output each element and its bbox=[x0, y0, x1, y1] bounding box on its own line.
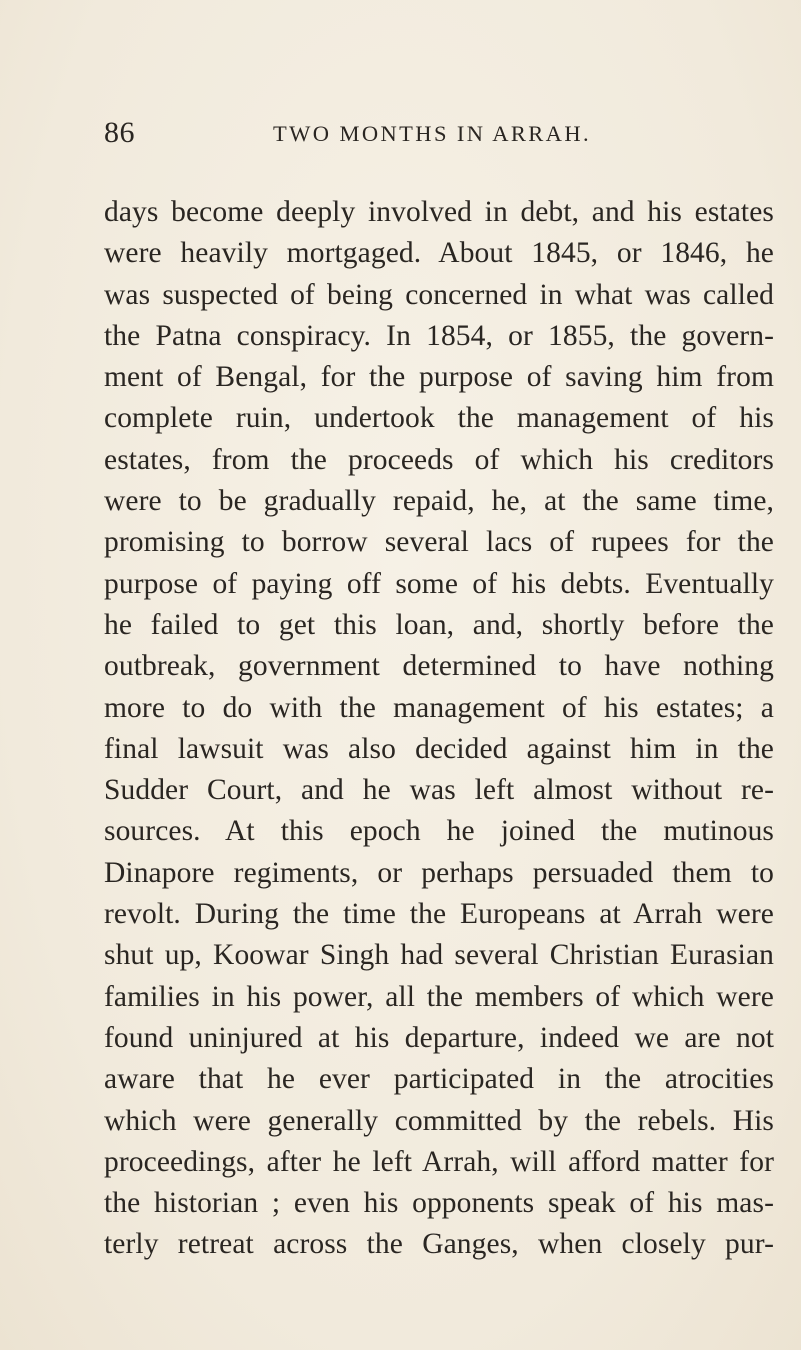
text-line: Sudder Court, and he was left almost without re- bbox=[104, 774, 774, 807]
page-header bbox=[104, 116, 764, 150]
text-line: shut up, Koowar Singh had several Christian Eurasian bbox=[104, 939, 774, 972]
text-line: terly retreat across the Ganges, when closely pur- bbox=[104, 1228, 774, 1261]
text-line: days become deeply involved in debt, and his estates bbox=[104, 196, 774, 228]
text-line: the historian ; even his opponents speak of his mas- bbox=[104, 1187, 774, 1220]
text-line: purpose of paying off some of his debts. Eventually bbox=[104, 567, 774, 600]
page-number: 86 bbox=[104, 116, 135, 149]
text-line: found uninjured at his departure, indeed we are not bbox=[104, 1021, 774, 1054]
text-line: aware that he ever participated in the atrocities bbox=[104, 1063, 774, 1096]
text-line: proceedings, after he left Arrah, will afford matter for bbox=[104, 1145, 774, 1178]
text-line: final lawsuit was also decided against him in the bbox=[104, 732, 774, 765]
body-text bbox=[104, 192, 774, 1266]
text-line: estates, from the proceeds of which his creditors bbox=[104, 443, 774, 476]
text-line: more to do with the management of his estates; a bbox=[104, 691, 774, 724]
text-line: revolt. During the time the Europeans at Arrah were bbox=[104, 898, 774, 931]
text-line: outbreak, government determined to have nothing bbox=[104, 650, 774, 683]
text-line: sources. At this epoch he joined the mutinous bbox=[104, 815, 774, 848]
text-line: Dinapore regiments, or perhaps persuaded them to bbox=[104, 856, 774, 889]
text-line: ment of Bengal, for the purpose of saving him from bbox=[104, 361, 774, 394]
text-line: promising to borrow several lacs of rupees for the bbox=[104, 526, 774, 559]
text-line: was suspected of being concerned in what was called bbox=[104, 278, 774, 311]
text-line: were to be gradually repaid, he, at the same time, bbox=[104, 485, 774, 518]
text-line: were heavily mortgaged. About 1845, or 1846, he bbox=[104, 237, 774, 270]
running-title: TWO MONTHS IN ARRAH. bbox=[273, 121, 591, 146]
text-line: complete ruin, undertook the management of his bbox=[104, 402, 774, 435]
text-line: families in his power, all the members of which were bbox=[104, 980, 774, 1013]
text-line: the Patna conspiracy. In 1854, or 1855, the govern- bbox=[104, 319, 774, 352]
text-line: he failed to get this loan, and, shortly before the bbox=[104, 608, 774, 641]
text-line: which were generally committed by the rebels. His bbox=[104, 1104, 774, 1137]
